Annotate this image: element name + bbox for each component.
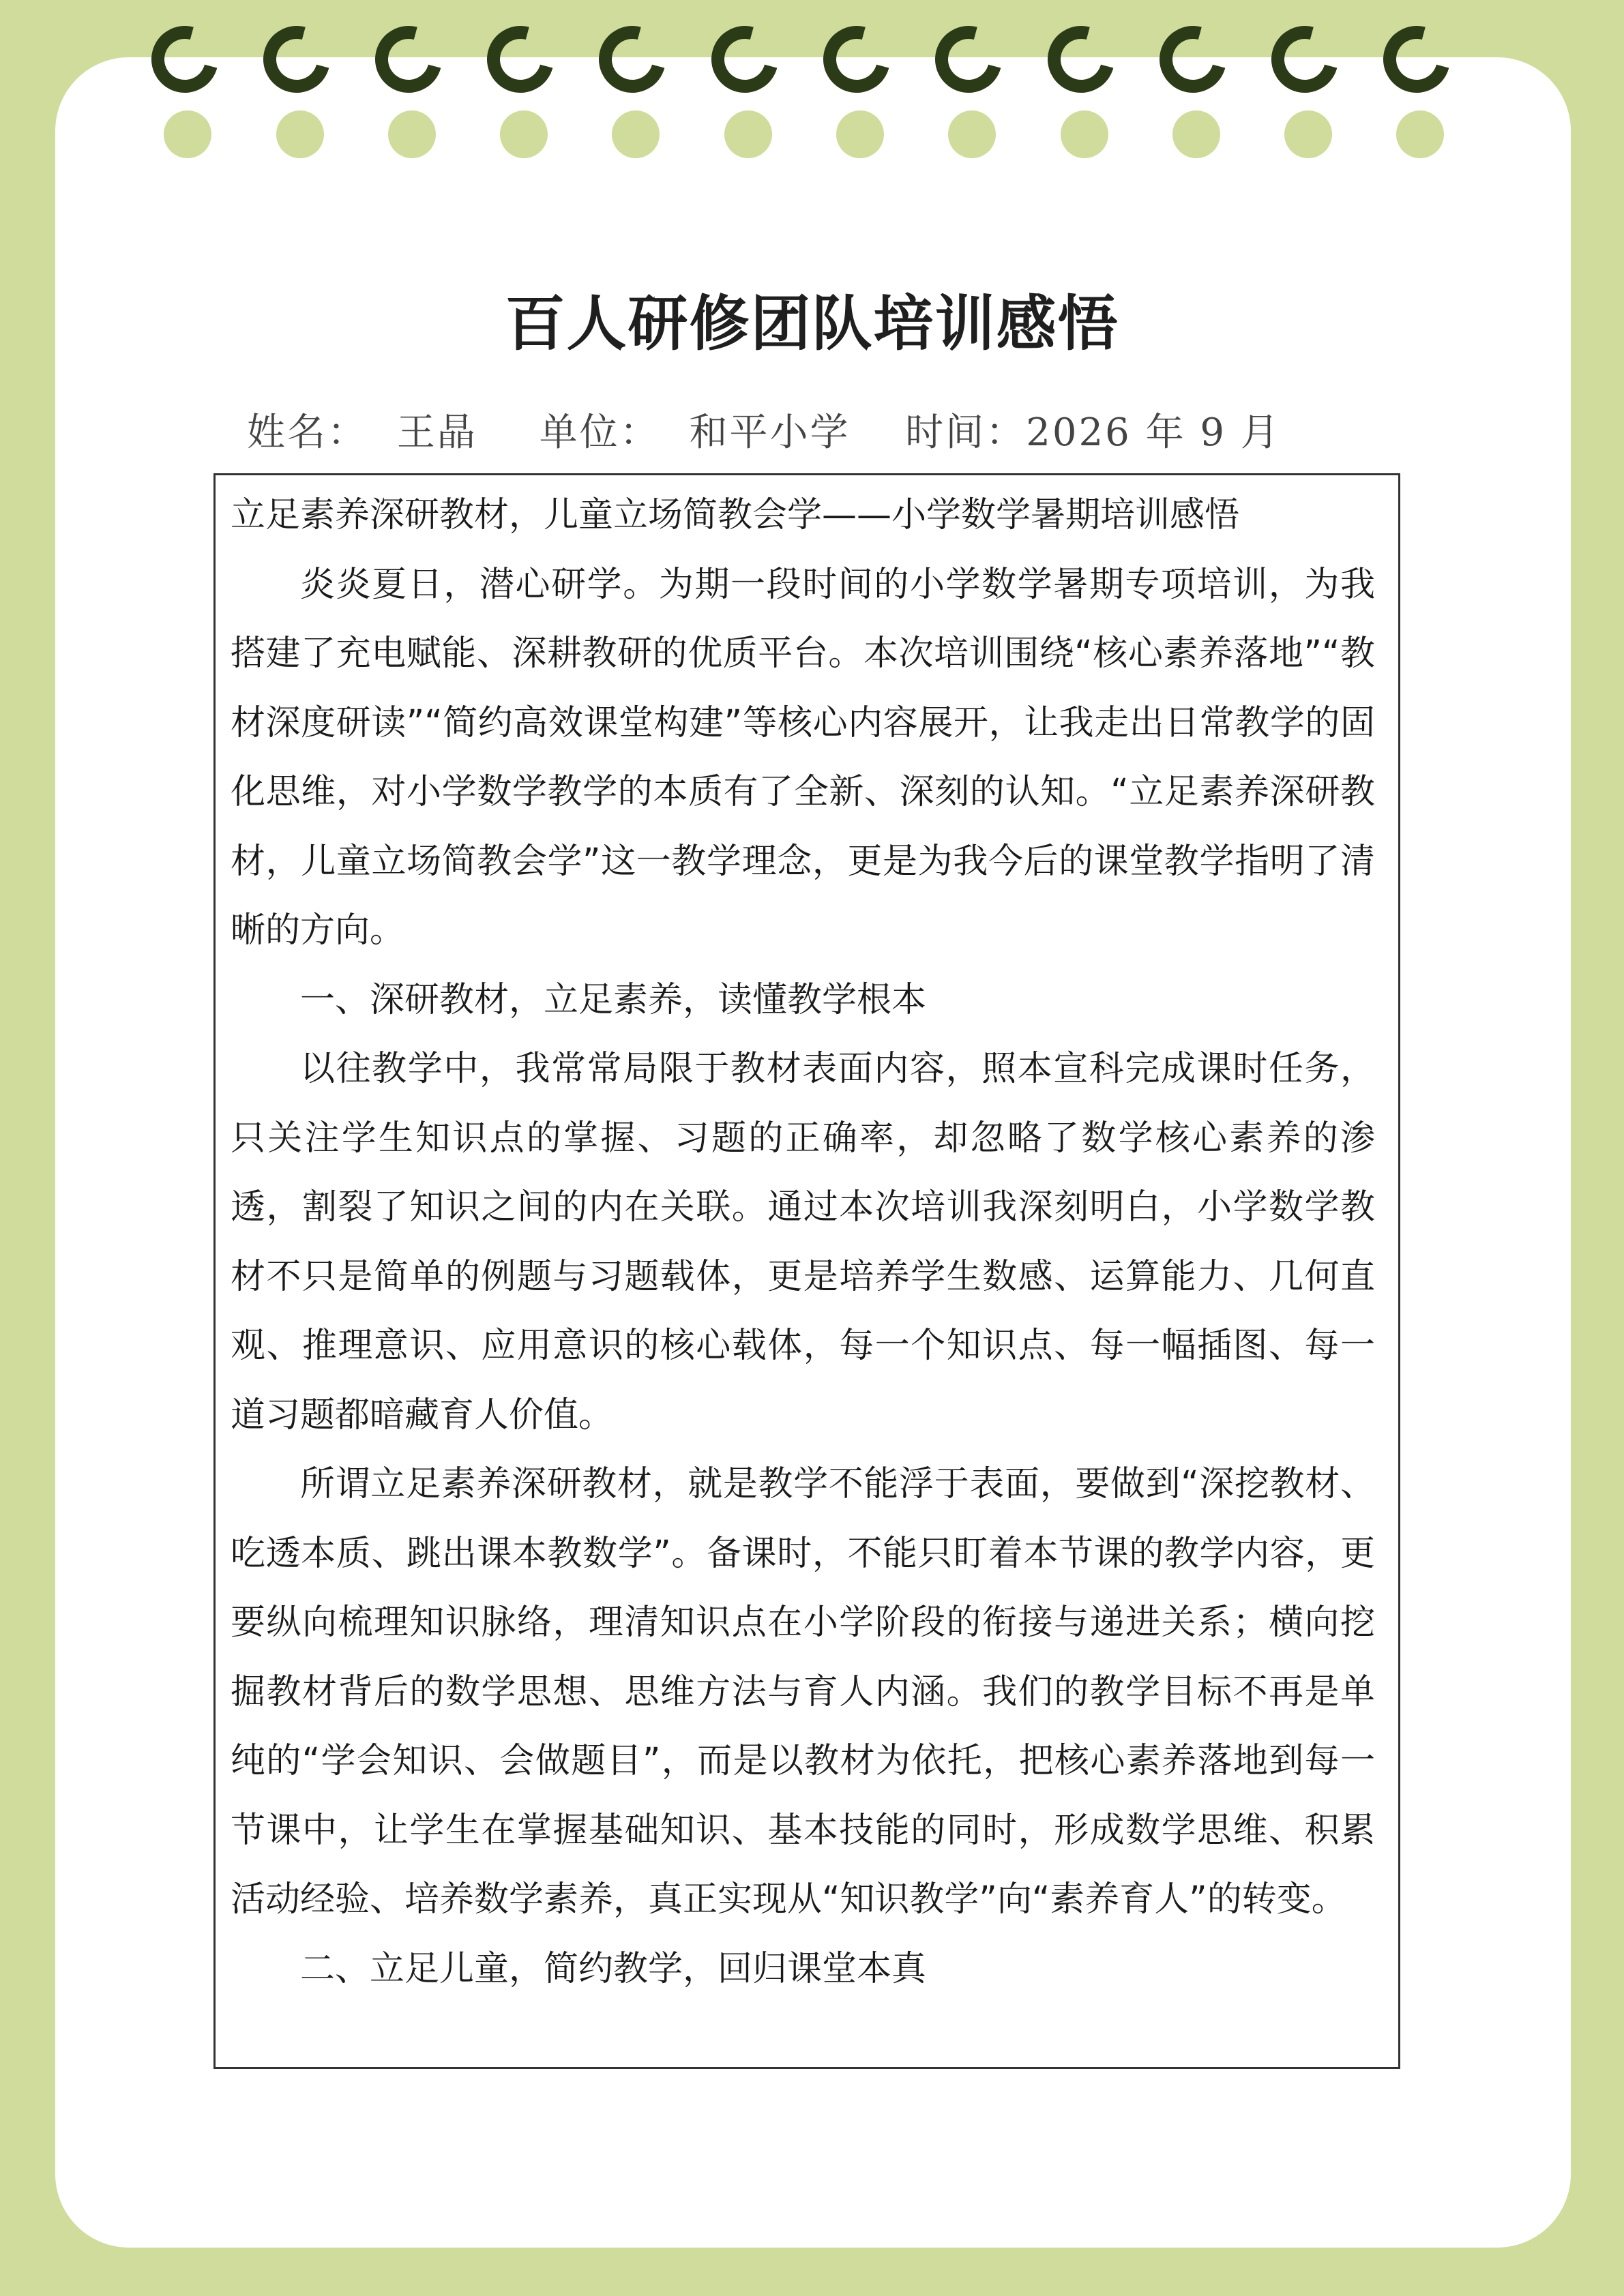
paragraph-intro: 炎炎夏日，潜心研学。为期一段时间的小学数学暑期专项培训，为我搭建了充电赋能、深耕教研的优质平台。本次培训围绕“核心素养落地”“教材深度研读”“简约高效课堂构建”等核心内容展开，让我走出日常教学的固化思维，对小学数学教学的本质有了全新、深刻的认知。“立足素养深研教材，儿童立场简教会学”这一教学理念，更是为我今后的课堂教学指明了清晰的方向。	[231, 564, 1375, 951]
time-value: 2026 年 9 月	[1026, 411, 1281, 455]
punch-hole	[612, 110, 660, 158]
binder-rings	[0, 0, 1624, 164]
binder-ring	[475, 14, 566, 105]
punch-hole	[164, 110, 211, 158]
author-info	[247, 402, 1281, 457]
punch-hole	[1284, 110, 1332, 158]
punch-hole	[724, 110, 772, 158]
punch-hole	[836, 110, 884, 158]
binder-ring	[1259, 14, 1350, 105]
name-value: 王晶	[396, 411, 477, 455]
binder-ring	[1147, 14, 1239, 105]
section-heading-1: 一、深研教材，立足素养，读懂教学根本	[300, 979, 927, 1020]
punch-hole	[1172, 110, 1220, 158]
name-label: 姓名：	[247, 411, 368, 455]
punch-hole	[388, 110, 436, 158]
binder-ring	[1371, 14, 1462, 105]
binder-ring	[1035, 14, 1127, 105]
binder-ring	[811, 14, 902, 105]
binder-ring	[587, 14, 678, 105]
binder-ring	[251, 14, 342, 105]
section-heading-2: 二、立足儿童，简约教学，回归课堂本真	[300, 1948, 927, 1989]
punch-hole	[276, 110, 324, 158]
punch-hole	[948, 110, 996, 158]
unit-label: 单位：	[539, 411, 660, 455]
binder-ring	[139, 14, 231, 105]
paragraph-section1-a: 以往教学中，我常常局限于教材表面内容，照本宣科完成课时任务，只关注学生知识点的掌握、习题的正确率，却忽略了数学核心素养的渗透，割裂了知识之间的内在关联。通过本次培训我深刻明白，小学数学教材不只是简单的例题与习题载体，更是培养学生数感、运算能力、几何直观、推理意识、应用意识的核心载体，每一个知识点、每一幅插图、每一道习题都暗藏育人价值。	[231, 1049, 1375, 1435]
unit-value: 和平小学	[689, 411, 851, 455]
time-label: 时间：	[905, 411, 1027, 455]
punch-hole	[500, 110, 548, 158]
essay-subtitle: 立足素养深研教材，儿童立场简教会学——小学数学暑期培训感悟	[231, 495, 1240, 535]
page-title: 百人研修团队培训感悟	[505, 288, 1119, 359]
essay-box	[213, 473, 1400, 2069]
binder-ring	[923, 14, 1014, 105]
paragraph-section1-b: 所谓立足素养深研教材，就是教学不能浮于表面，要做到“深挖教材、吃透本质、跳出课本教数学”。备课时，不能只盯着本节课的教学内容，更要纵向梳理知识脉络，理清知识点在小学阶段的衔接与递进关系；横向挖掘教材背后的数学思想、思维方法与育人内涵。我们的教学目标不再是单纯的“学会知识、会做题目”，而是以教材为依托，把核心素养落地到每一节课中，让学生在掌握基础知识、基本技能的同时，形成数学思维、积累活动经验、培养数学素养，真正实现从“知识教学”向“素养育人”的转变。	[231, 1464, 1375, 1920]
punch-hole	[1396, 110, 1444, 158]
punch-hole	[1061, 110, 1108, 158]
binder-ring	[363, 14, 454, 105]
binder-ring	[699, 14, 791, 105]
